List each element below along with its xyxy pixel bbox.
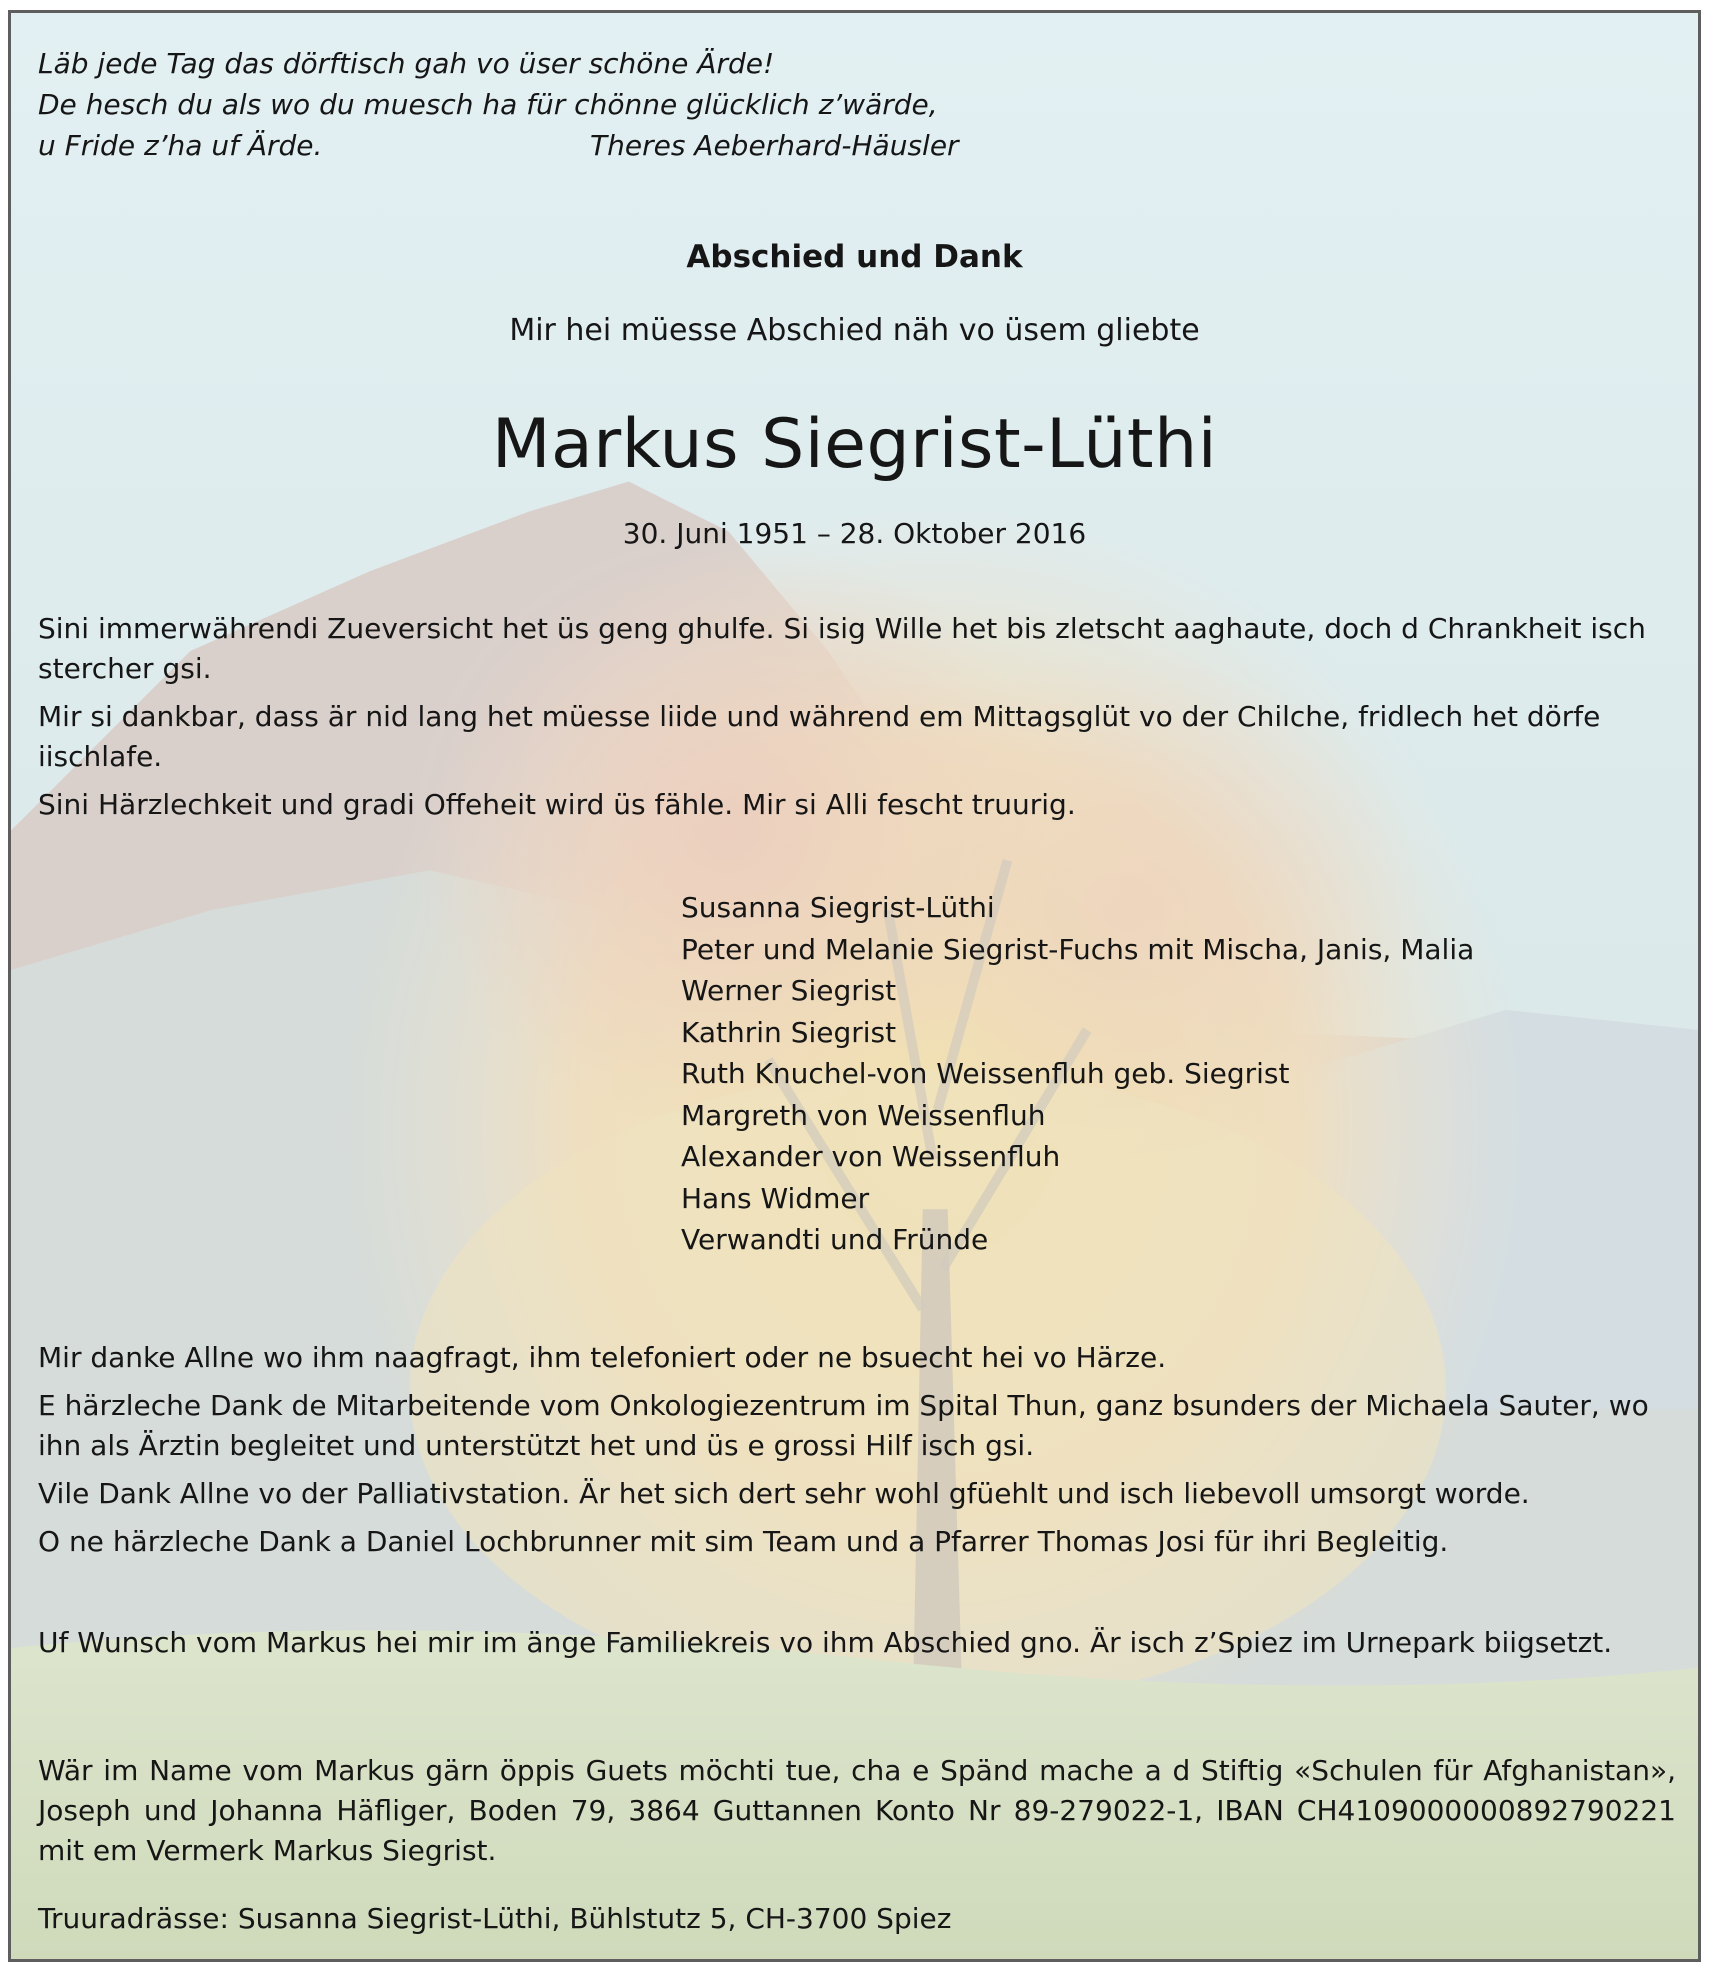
message-paragraph: Sini Härzlechkeit und gradi Offeheit wird üs fähle. Mir si Alli fescht truurig. [38, 788, 1076, 821]
poem-author: Theres Aeberhard-Häusler [590, 129, 959, 162]
obituary-content [11, 13, 1698, 1959]
deceased-name: Markus Siegrist-Lüthi [491, 405, 1218, 484]
family-member: Peter und Melanie Siegrist-Fuchs mit Mischa, Janis, Malia [681, 932, 1475, 966]
thanks-paragraph: E härzleche Dank de Mitarbeitende vom Onkologiezentrum im Spital Thun, ganz bsunders der Michaela Sauter, wo ihn als Ärztin begleitet und unterstützt het und üs e grossi Hilf isch gsi. [38, 1389, 1649, 1462]
poem-line: u Fride z’ha uf Ärde. [38, 129, 323, 162]
life-dates: 30. Juni 1951 – 28. Oktober 2016 [622, 517, 1087, 550]
family-member: Susanna Siegrist-Lüthi [681, 891, 995, 924]
thanks-paragraph: Mir danke Allne wo ihm naagfragt, ihm telefoniert oder ne bsuecht hei vo Härze. [38, 1341, 1167, 1374]
family-member: Margreth von Weissenfluh [681, 1098, 1046, 1132]
thanks-section [38, 1338, 1676, 1570]
intro-text: Mir hei müesse Abschied näh vo üsem gliebte [509, 313, 1200, 348]
mourning-address: Truuradrässe: Susanna Siegrist-Lüthi, Bühlstutz 5, CH-3700 Spiez [38, 1902, 952, 1935]
message-paragraph: Mir si dankbar, dass är nid lang het müesse liide und während em Mittagsglüt vo der Chilche, fridlech het dörfe iischlafe. [38, 700, 1601, 773]
poem-line: De hesch du als wo du muesch ha für chönne glücklich z’wärde, [38, 88, 938, 121]
message-section [38, 609, 1676, 833]
obituary-frame [8, 10, 1701, 1962]
burial-notice: Uf Wunsch vom Markus hei mir im änge Familiekreis vo ihm Abschied gno. Är isch z’Spiez im Urnepark biigsetzt. [38, 1626, 1613, 1659]
family-member: Kathrin Siegrist [681, 1015, 897, 1049]
donation-notice: Wär im Name vom Markus gärn öppis Guets möchti tue, cha e Spänd mache a d Stiftig «Schulen für Afghanistan», Joseph und Johanna Häfliger, Boden 79, 3864 Guttannen Konto Nr 89-279022-1, IBAN CH4109000000892790221 mit em Vermerk Markus Siegrist. [38, 1754, 1676, 1867]
family-member: Alexander von Weissenfluh [681, 1140, 1061, 1173]
poem-line: Läb jede Tag das dörftisch gah vo üser schöne Ärde! [38, 47, 775, 80]
family-list [681, 887, 1474, 1261]
poem [38, 43, 1676, 166]
family-member: Ruth Knuchel-von Weissenfluh geb. Siegrist [681, 1057, 1290, 1090]
message-paragraph: Sini immerwährendi Zueversicht het üs geng ghulfe. Si isig Wille het bis zletscht aaghaute, doch d Chrankheit isch stercher gsi. [38, 612, 1646, 685]
heading: Abschied und Dank [686, 239, 1023, 275]
thanks-paragraph: O ne härzleche Dank a Daniel Lochbrunner mit sim Team und a Pfarrer Thomas Josi für ihri Begleitig. [38, 1525, 1449, 1558]
family-member: Verwandti und Fründe [681, 1223, 989, 1256]
family-member: Hans Widmer [681, 1181, 870, 1215]
thanks-paragraph: Vile Dank Allne vo der Palliativstation. Är het sich dert sehr wohl gfüehlt und isch liebevoll umsorgt worde. [38, 1477, 1530, 1510]
family-member: Werner Siegrist [681, 974, 897, 1007]
